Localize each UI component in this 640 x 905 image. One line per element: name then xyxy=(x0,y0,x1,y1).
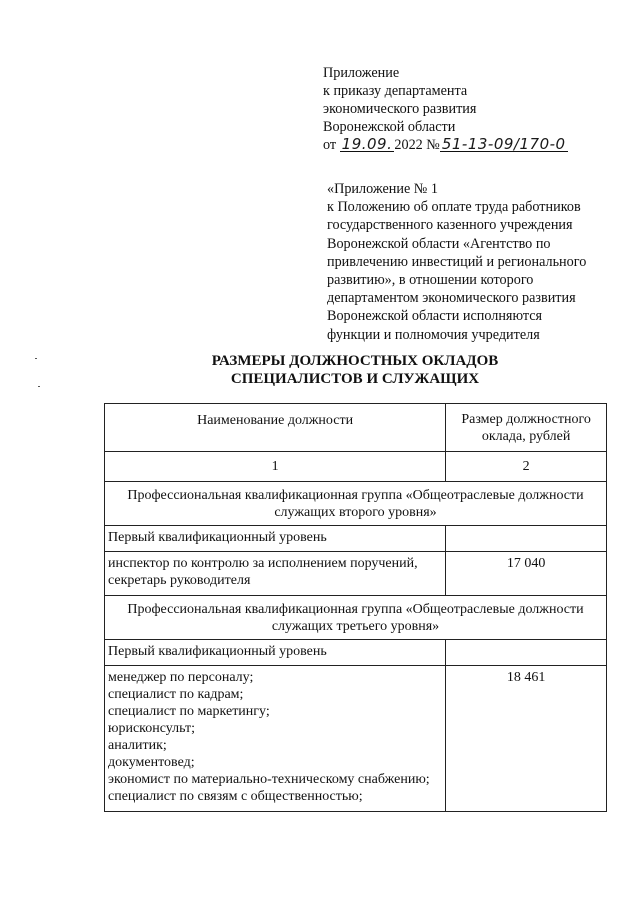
position-item: специалист по маркетингу; xyxy=(108,704,270,719)
annex-line-4: Воронежской области xyxy=(323,119,456,135)
table-header-row xyxy=(105,404,607,452)
title-line-2: СПЕЦИАЛИСТОВ И СЛУЖАЩИХ xyxy=(230,371,480,387)
salary-table xyxy=(104,403,607,812)
group-1-title-row xyxy=(105,482,607,526)
date-year: 2022 xyxy=(394,137,423,153)
position-item: специалист по кадрам; xyxy=(108,687,244,702)
position-item: документовед; xyxy=(108,755,195,770)
group-1-positions-row xyxy=(105,552,607,596)
column-numbers-row xyxy=(105,452,607,482)
annex-line-1: Приложение xyxy=(323,65,400,81)
reference-line: департаментом экономического развития xyxy=(327,290,576,307)
header-salary: Размер должностного оклада, рублей xyxy=(446,404,607,452)
group-2-title-row xyxy=(105,596,607,640)
group-2-salary: 18 461 xyxy=(446,666,607,812)
group-1-salary: 17 040 xyxy=(446,552,607,596)
reference-block xyxy=(327,180,617,344)
reference-line: Воронежской области исполняются xyxy=(327,308,543,325)
group-1-level-salary xyxy=(446,526,607,552)
position-item: аналитик; xyxy=(108,738,167,753)
group-2-level-row xyxy=(105,640,607,666)
reference-line: к Положению об оплате труда работников xyxy=(327,199,581,216)
group-1-level-row xyxy=(105,526,607,552)
position-item: экономист по материально-техническому снабжению; xyxy=(108,772,430,787)
date-prefix: от xyxy=(323,137,337,153)
group-2-level-salary xyxy=(446,640,607,666)
annex-header xyxy=(323,64,623,154)
reference-line: привлечению инвестиций и регионального xyxy=(327,253,587,270)
group-1-level: Первый квалификационный уровень xyxy=(105,526,446,552)
group-2-title: Профессиональная квалификационная группа «Общеотраслевые должности служащих третьего уровня» xyxy=(105,596,607,640)
document-title xyxy=(100,352,610,388)
position-item: юрисконсульт; xyxy=(108,721,196,736)
position-item: специалист по связям с общественностью; xyxy=(108,789,363,804)
column-number-2: 2 xyxy=(446,452,607,482)
header-position-name: Наименование должности xyxy=(105,404,446,452)
reference-line: Воронежской области «Агентство по xyxy=(327,235,551,252)
reference-line: функции и полномочия учредителя xyxy=(327,326,540,343)
handwritten-order-number: 51-13-09/170-0 xyxy=(441,135,566,153)
title-line-1: РАЗМЕРЫ ДОЛЖНОСТНЫХ ОКЛАДОВ xyxy=(211,353,499,369)
position-item: менеджер по персоналу; xyxy=(108,670,254,685)
handwritten-date: 19.09. xyxy=(341,135,393,153)
reference-line: государственного казенного учреждения xyxy=(327,217,573,234)
reference-line: развитию», в отношении которого xyxy=(327,272,534,289)
group-2-level: Первый квалификационный уровень xyxy=(105,640,446,666)
annex-line-2: к приказу департамента xyxy=(323,83,468,99)
scan-speck xyxy=(38,386,40,387)
annex-date-line xyxy=(323,136,623,154)
group-1-title: Профессиональная квалификационная группа «Общеотраслевые должности служащих второго уровня» xyxy=(105,482,607,526)
scan-speck xyxy=(35,358,37,359)
group-2-positions xyxy=(105,666,446,812)
group-2-positions-row xyxy=(105,666,607,812)
group-1-positions: инспектор по контролю за исполнением поручений, секретарь руководителя xyxy=(105,552,446,596)
annex-line-3: экономического развития xyxy=(323,101,477,117)
reference-line: «Приложение № 1 xyxy=(327,181,438,197)
column-number-1: 1 xyxy=(105,452,446,482)
number-prefix: № xyxy=(426,137,440,153)
